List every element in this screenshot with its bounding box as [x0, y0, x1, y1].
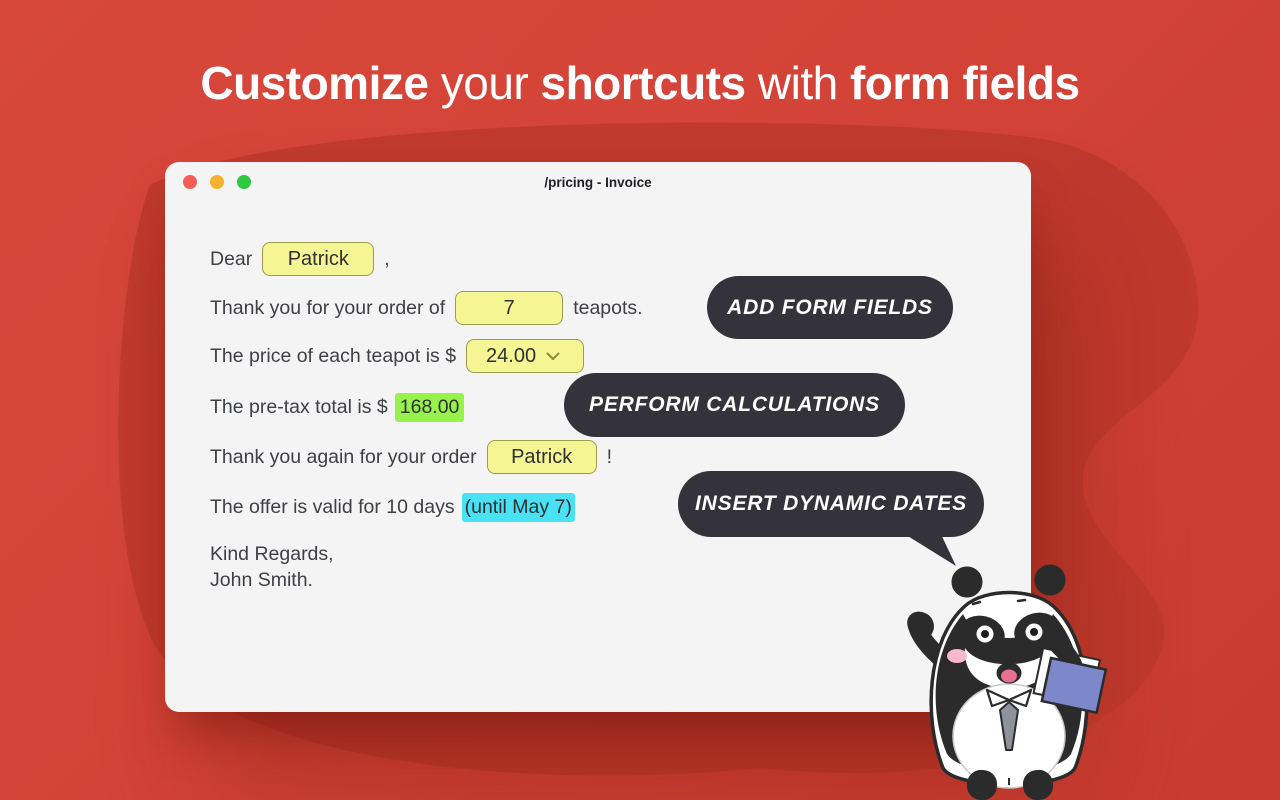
- callout-add-form-fields: [707, 276, 953, 339]
- title-word-regular: your: [440, 57, 541, 109]
- static-text: Thank you for your order of: [210, 296, 446, 319]
- panda-ear: [953, 568, 981, 596]
- title-word-bold: shortcuts: [540, 57, 758, 109]
- static-text: teapots.: [573, 296, 643, 319]
- callout-perform-calculations: [564, 373, 905, 437]
- invoice-signoff: [210, 542, 334, 593]
- invoice-line-price: [210, 338, 584, 374]
- invoice-line-offer: [210, 489, 575, 525]
- callout-insert-dynamic-dates: [678, 471, 984, 537]
- static-text: Dear: [210, 247, 253, 270]
- window-titlebar: [165, 162, 1031, 202]
- static-text: Thank you again for your order: [210, 445, 477, 468]
- dynamic-date-highlight: (until May 7): [462, 493, 575, 522]
- title-word-bold: Customize: [200, 57, 441, 109]
- app-window: [165, 162, 1031, 712]
- panda-pupil: [1030, 628, 1038, 636]
- invoice-line-order: [210, 290, 643, 326]
- panda-tongue: [1001, 670, 1017, 683]
- signoff-line: John Smith.: [210, 568, 313, 591]
- price-dropdown[interactable]: [466, 339, 584, 373]
- chevron-down-icon: [546, 352, 560, 361]
- static-text: The offer is valid for 10 days: [210, 495, 455, 518]
- invoice-line-greeting: [210, 241, 390, 277]
- name-form-field[interactable]: Patrick: [487, 440, 597, 474]
- window-title: /pricing - Invoice: [544, 175, 652, 190]
- invoice-line-thanks: [210, 439, 612, 475]
- panda-brow-mark: [1018, 600, 1025, 601]
- signoff-line: Kind Regards,: [210, 543, 334, 565]
- static-text: !: [606, 445, 613, 468]
- callout-label: PERFORM CALCULATIONS: [589, 393, 880, 416]
- panda-mascot: [903, 550, 1118, 800]
- calculated-total-highlight: 168.00: [395, 393, 465, 422]
- quantity-form-field[interactable]: 7: [455, 291, 563, 325]
- invoice-line-total: [210, 389, 464, 425]
- price-dropdown-value: 24.00: [486, 344, 537, 367]
- static-text: The pre-tax total is $: [210, 395, 388, 418]
- name-form-field[interactable]: Patrick: [262, 242, 374, 276]
- static-text: ,: [384, 247, 390, 270]
- panda-blush: [947, 649, 967, 663]
- panda-ear: [1036, 566, 1064, 594]
- static-text: The price of each teapot is $: [210, 344, 457, 367]
- panda-pupil: [981, 630, 989, 638]
- page-title: [0, 56, 1280, 110]
- callout-label: ADD FORM FIELDS: [727, 295, 933, 319]
- callout-label: INSERT DYNAMIC DATES: [695, 492, 967, 515]
- title-word-regular: with: [757, 57, 850, 109]
- title-word-bold: form fields: [849, 57, 1080, 109]
